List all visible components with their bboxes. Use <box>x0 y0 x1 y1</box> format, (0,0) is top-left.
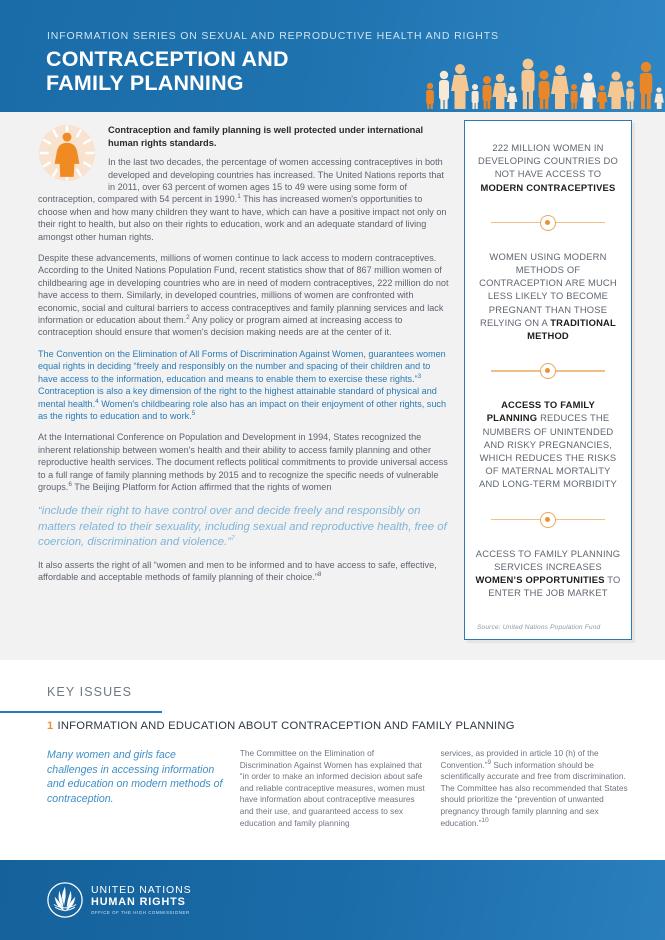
orange-dot-divider-icon <box>475 507 621 533</box>
page-title-line1: CONTRACEPTION AND <box>46 47 289 71</box>
page-title-line2: FAMILY PLANNING <box>46 71 244 95</box>
footnote-ref-2: 2 <box>186 314 190 322</box>
people-group-icon <box>420 56 665 112</box>
footnote-ref-7: 7 <box>231 535 235 543</box>
fact-2-plain-a: WOMEN USING MODERN METHODS OF CONTRACEPTION ARE MUCH LESS LIKELY TO BECOME PREGNANT THAN THOSE RELYING ON A <box>479 250 617 328</box>
un-human-rights-logo <box>47 882 192 918</box>
paragraph-5-text: It also asserts the right of all “women and men to be informed and to have access to safe, effective, affordable and acceptable methods of family planning of their choice.” <box>38 559 437 582</box>
logo-line-1: UNITED NATIONS <box>91 884 192 896</box>
fact-4-bold: WOMEN’S OPPORTUNITIES <box>475 574 605 586</box>
orange-dot-divider-icon <box>475 210 621 236</box>
paragraph-5 <box>38 559 450 584</box>
footnote-ref-1: 1 <box>237 193 241 201</box>
footnote-ref-8: 8 <box>317 570 322 578</box>
fact-panel-source: Source: United Nations Population Fund <box>477 624 601 631</box>
paragraph-1-text-b: This has increased women's opportunities to choose when and how many children they want to have, which can have a positive impact not only on their right to health, but also on their rights to education, work and an adequate standard of living amongst other human rights. <box>38 194 447 242</box>
fact-2-bold: TRADITIONAL METHOD <box>527 316 616 342</box>
page-header <box>0 0 665 112</box>
paragraph-3 <box>38 348 450 422</box>
issue-pullquote-column <box>47 748 226 829</box>
fact-item <box>475 547 621 600</box>
footnote-ref-3: 3 <box>417 372 422 380</box>
paragraph-4-text-b: The Beijing Platform for Action affirmed that the rights of women <box>71 481 332 492</box>
paragraph-1-text-a: In the last two decades, the percentage of women accessing contraceptives in both developed and developing countries has increased. The United Nations reports that in 2011, over 63 percent of women ages 15 to 49 were using some form of contraception, compared with 54 percent in 1990. <box>38 157 445 205</box>
logo-line-2: HUMAN RIGHTS <box>91 896 186 908</box>
un-flame-logo-icon <box>47 882 83 918</box>
key-issues-section <box>0 660 665 860</box>
fact-4-plain-b: TO ENTER THE JOB MARKET <box>488 574 621 599</box>
page-title <box>46 47 289 95</box>
paragraph-2-text-a: Despite these advancements, millions of women continue to lack access to modern contraceptives. According to the United Nations Population Fund, recent statistics show that of 867 million women of childbearing age in developing countries who are in need of modern contraceptives, 222 million do not have access to them. Similarly, in developed countries, millions of women are confronted with economic, social and cultural barriers to access contraceptives and family planning services and lack information or education about them. <box>38 253 449 326</box>
paragraph-4-text-a: At the International Conference on Population and Development in 1994, States recognized the inherent relationship between women's health and their ability to access family planning and other reproductive health services. The document reflects political commitments to provide universal access to a full range of family planning methods by 2015 and to recognize the specific needs of vulnerable groups. <box>38 432 448 492</box>
key-issues-underline <box>0 711 162 713</box>
issue-right-text-b: Such information should be scientifically accurate and free from discrimination. The Committee has also recommended that States should prioritize the “prevention of unwanted pregnancy through family planning and sex education.” <box>440 759 628 828</box>
fact-item <box>475 141 621 194</box>
paragraph-1 <box>38 156 450 243</box>
issue-columns <box>47 748 633 829</box>
orange-dot-divider-icon <box>475 358 621 384</box>
issue-heading <box>47 720 627 732</box>
page-footer <box>0 860 665 940</box>
issue-title: INFORMATION AND EDUCATION ABOUT CONTRACEPTION AND FAMILY PLANNING <box>57 720 515 732</box>
fact-3-bold: ACCESS TO FAMILY PLANNING <box>486 399 595 424</box>
fact-4-plain-a: ACCESS TO FAMILY PLANNING SERVICES INCREASES <box>475 547 621 572</box>
header-eyebrow: INFORMATION SERIES ON SEXUAL AND REPRODUCTIVE HEALTH AND RIGHTS <box>47 30 499 42</box>
fact-panel <box>464 120 632 640</box>
issue-number: 1 <box>47 720 54 732</box>
issue-column-middle <box>240 748 427 829</box>
footnote-ref-6: 6 <box>68 480 72 488</box>
main-body <box>0 112 665 660</box>
issue-column-right <box>440 748 633 829</box>
blockquote <box>38 504 450 550</box>
paragraph-2-text-b: Any policy or program aimed at increasing access to contraception should ensure that women's decision making needs are at the center of it. <box>38 315 403 338</box>
blockquote-text: “include their right to have control over and decide freely and responsibly on matters related to their sexuality, including sexual and reproductive health, free of coercion, discrimination and violence.” <box>38 505 447 549</box>
fact-item <box>475 398 621 490</box>
issue-pullquote: Many women and girls face challenges in accessing information and education on modern methods of contraception. <box>47 749 223 805</box>
footnote-ref-9: 9 <box>487 758 492 766</box>
issue-column-right-text <box>440 748 633 829</box>
paragraph-3-text-b: Contraception is also a key dimension of the right to the highest attainable standard of physical and mental health. <box>38 386 437 409</box>
lead-block <box>38 120 450 243</box>
paragraph-3-text-a: The Convention on the Elimination of All Forms of Discrimination Against Women, guarantees women equal rights in deciding “freely and responsibly on the number and spacing of their children and to have access to the information, education and means to enable them to exercise these rights.” <box>38 348 446 384</box>
issue-column-middle-text: The Committee on the Elimination of Discrimination Against Women has explained that “in order to make an informed decision about safe and reliable contraceptive measures, women must have information about contraceptive measures and their use, and guaranteed access to sex education and family planning <box>239 748 425 828</box>
fact-3-plain-b: REDUCES THE NUMBERS OF UNINTENDED AND RISKY PREGNANCIES, WHICH REDUCES THE RISKS OF MATERNAL MORTALITY AND LONG-TERM MORBIDITY <box>479 412 617 490</box>
paragraph-2 <box>38 252 450 339</box>
fact-item <box>475 250 621 342</box>
logo-line-3: OFFICE OF THE HIGH COMMISSIONER <box>91 910 190 915</box>
footnote-ref-5: 5 <box>191 409 196 417</box>
lead-statement: Contraception and family planning is well protected under international human rights standards. <box>108 125 424 148</box>
paragraph-4 <box>38 431 450 493</box>
paragraph-3-text-c: Women's childbearing role also has an impact on their enjoyment of other rights, such as the rights to education and to work. <box>38 398 446 421</box>
key-issues-heading: KEY ISSUES <box>47 685 133 699</box>
woman-figure-icon <box>38 124 96 182</box>
article-column <box>38 120 450 583</box>
fact-1-plain-a: 222 MILLION WOMEN IN DEVELOPING COUNTRIES DO NOT HAVE ACCESS TO <box>477 142 619 180</box>
issue-right-text-a: services, as provided in article 10 (h) of the Convention.” <box>440 748 599 770</box>
footnote-ref-4: 4 <box>95 397 99 405</box>
logo-text-block <box>91 884 192 916</box>
footnote-ref-10: 10 <box>481 816 489 824</box>
fact-1-bold: MODERN CONTRACEPTIVES <box>480 181 616 193</box>
